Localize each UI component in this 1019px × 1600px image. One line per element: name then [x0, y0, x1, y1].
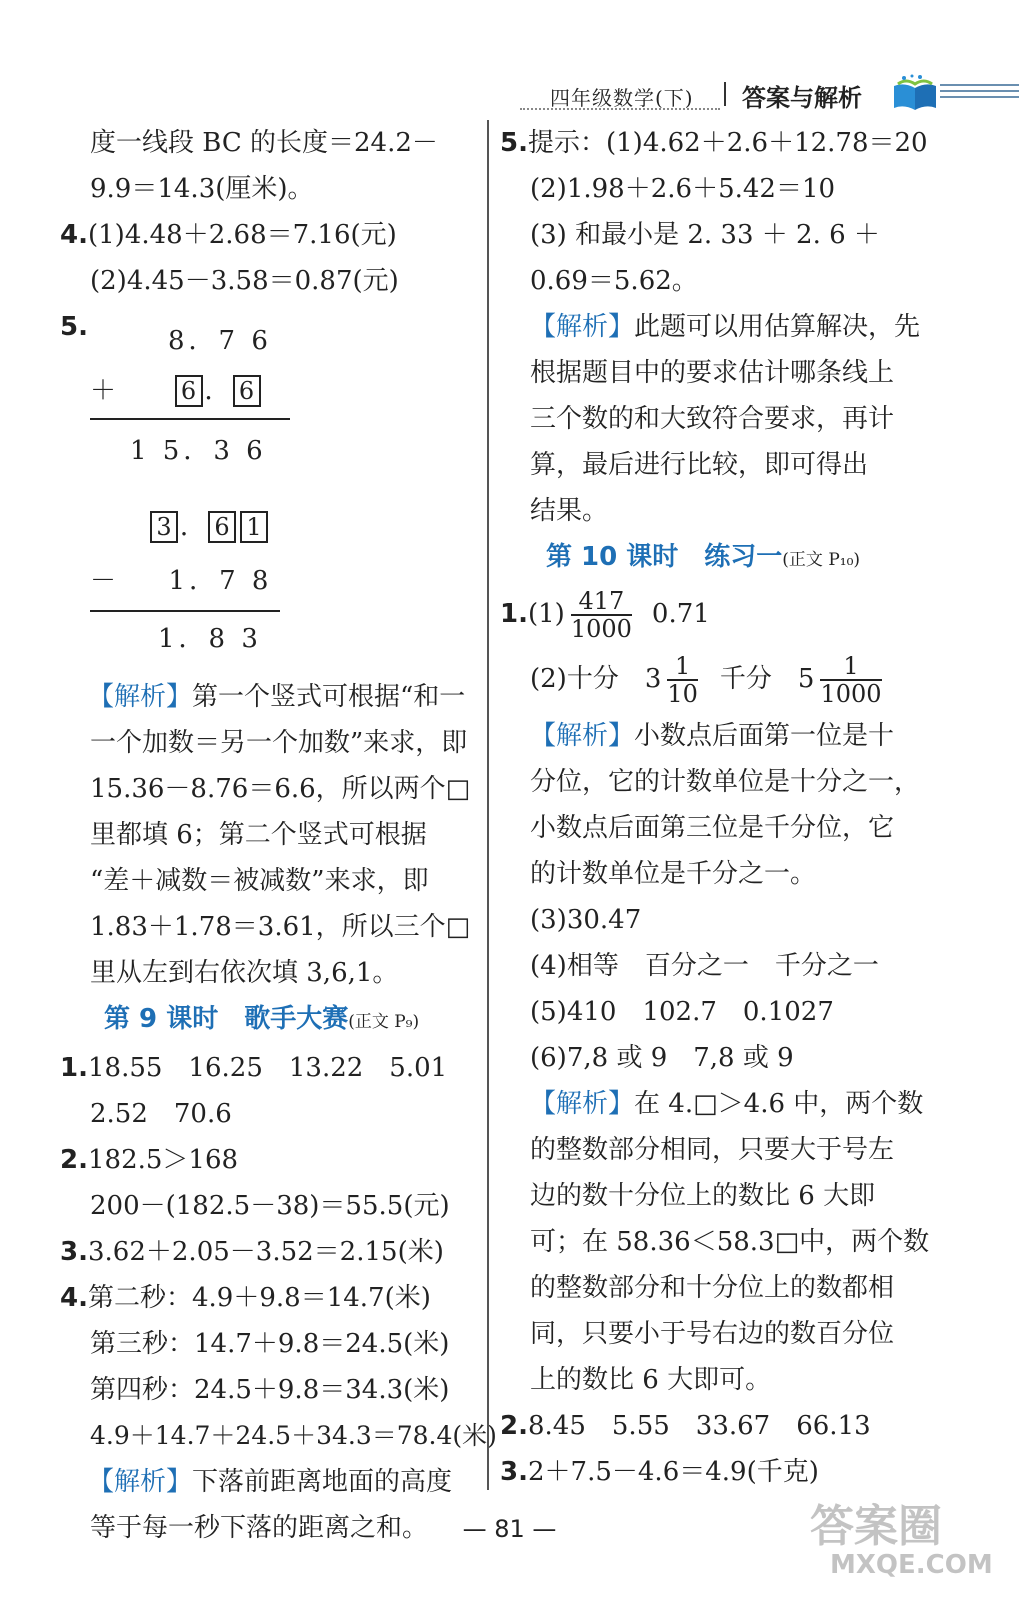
analysis-text: 15.36－8.76＝6.6，所以两个□: [90, 774, 471, 804]
answer-text: 2.52 70.6: [90, 1099, 232, 1129]
vertical-top-number: 8．7 6: [168, 326, 272, 356]
left-column: [60, 120, 497, 1551]
fraction: [667, 653, 698, 707]
analysis-text: 上的数比 6 大即可。: [530, 1365, 772, 1395]
answer-text: 4.9＋14.7＋24.5＋34.3＝78.4(米): [90, 1421, 497, 1450]
answer-text: (1): [528, 599, 565, 629]
vertical-second-row: [90, 368, 263, 414]
watermark-text: 答案圈: [810, 1501, 942, 1552]
analysis-text: 根据题目中的要求估计哪条线上: [530, 358, 895, 388]
analysis-text: 的计数单位是千分之一。: [530, 859, 817, 889]
analysis-text: 里都填 6；第二个竖式可根据: [90, 820, 427, 850]
subtrahend: 1．7 8: [168, 566, 273, 596]
analysis-text: “差＋减数＝被减数”来求，即: [90, 866, 429, 896]
question-number: 2.: [60, 1145, 88, 1175]
analysis-text: 同，只要小于号右边的数百分位: [530, 1319, 895, 1349]
analysis-text: 此题可以用估算解决，先: [634, 312, 921, 342]
answer-text: 第二秒：4.9＋9.8＝14.7(米): [88, 1283, 431, 1313]
analysis-tag: 【解析】: [530, 1089, 635, 1119]
answer-text: (4)相等 百分之一 千分之一: [530, 951, 879, 981]
analysis-text: 在 4.□＞4.6 中，两个数: [634, 1089, 924, 1119]
vertical-rule: [90, 610, 280, 612]
answer-text: 0.71: [651, 599, 710, 629]
fraction-denominator: 10: [667, 680, 698, 708]
question-number: 1.: [60, 1053, 88, 1083]
answer-text: (6)7,8 或 9 7,8 或 9: [530, 1043, 794, 1073]
fraction: [571, 588, 632, 642]
header-lines: [940, 84, 1019, 106]
answer-text: (2)4.45－3.58＝0.87(元): [90, 266, 399, 296]
analysis-text: 下落前距离地面的高度: [192, 1467, 453, 1497]
section-title: 第 10 课时 练习一: [546, 542, 783, 572]
decimal-point: ．: [180, 512, 207, 542]
column-divider: [487, 120, 489, 1490]
decimal-point: ．: [204, 376, 231, 406]
vertical-subtraction: [60, 504, 480, 674]
answer-text: 提示：(1)4.62＋2.6＋12.78＝20: [528, 128, 928, 158]
vertical-rule: [90, 418, 290, 420]
answer-text: 千分 5: [719, 664, 815, 694]
question-number: 5.: [60, 312, 88, 342]
text-line: 度一线段 BC 的长度＝24.2－: [90, 128, 438, 158]
header-section: 答案与解析: [742, 84, 862, 112]
header-separator: [724, 82, 726, 106]
answer-text: 第三秒：14.7＋9.8＝24.5(米): [90, 1329, 450, 1359]
section-page-ref: (正文 P₉): [348, 1012, 420, 1032]
analysis-tag: 【解析】: [88, 1467, 193, 1497]
header-subject: 四年级数学(下): [550, 86, 694, 110]
analysis-text: 小数点后面第一位是十: [634, 721, 895, 751]
analysis-text: 可；在 58.36＜58.3□中，两个数: [530, 1227, 930, 1257]
analysis-text: 的整数部分相同，只要大于号左: [530, 1135, 895, 1165]
answer-text: 18.55 16.25 13.22 5.01: [88, 1053, 448, 1083]
analysis-text: 1.83＋1.78＝3.61，所以三个□: [90, 912, 471, 942]
open-book-icon: [890, 74, 940, 114]
analysis-text: 等于每一秒下落的距离之和。: [90, 1513, 429, 1543]
vertical-result: 1 5．3 6: [130, 436, 267, 466]
analysis-text: 的整数部分和十分位上的数都相: [530, 1273, 895, 1303]
vertical-second-row: [90, 558, 272, 604]
vertical-result: 1．8 3: [158, 624, 262, 654]
answer-text: (3) 和最小是 2. 33 ＋ 2. 6 ＋: [530, 220, 880, 250]
answer-text: (3)30.47: [530, 905, 642, 935]
analysis-text: 结果。: [530, 496, 609, 526]
question-number: 4.: [60, 220, 88, 250]
watermark-url: MXQE.COM: [830, 1550, 993, 1580]
answer-text: (5)410 102.7 0.1027: [530, 997, 834, 1027]
analysis-tag: 【解析】: [530, 721, 635, 751]
plus-sign: ＋: [90, 376, 117, 406]
answer-box: 6: [233, 375, 261, 407]
section-page-ref: (正文 P₁₀): [782, 550, 861, 570]
analysis-text: 里从左到右依次填 3,6,1。: [90, 958, 399, 988]
answer-text: 182.5＞168: [88, 1145, 239, 1175]
question-number: 3.: [500, 1457, 528, 1487]
answer-box: 6: [208, 511, 236, 543]
answer-text: 3.62＋2.05－3.52＝2.15(米): [88, 1237, 444, 1267]
vertical-top-row: [148, 504, 270, 550]
answer-box: 6: [175, 375, 203, 407]
text-line: 9.9＝14.3(厘米)。: [90, 174, 314, 204]
analysis-text: 边的数十分位上的数比 6 大即: [530, 1181, 876, 1211]
answer-text: (2)十分 3: [530, 664, 662, 694]
question-number: 3.: [60, 1237, 88, 1267]
answer-box: 3: [150, 511, 178, 543]
answer-text: 200－(182.5－38)＝55.5(元): [90, 1191, 450, 1221]
analysis-tag: 【解析】: [88, 682, 193, 712]
question-number: 1.: [500, 599, 528, 629]
analysis-text: 分位，它的计数单位是十分之一，: [530, 767, 921, 797]
analysis-text: 小数点后面第三位是千分位，它: [530, 813, 895, 843]
fraction-numerator: 1: [820, 653, 881, 681]
analysis-text: 一个加数＝另一个加数”来求，即: [90, 728, 468, 758]
watermark-logo: [810, 1490, 1010, 1590]
fraction-numerator: 1: [667, 653, 698, 681]
answer-box: 1: [240, 511, 268, 543]
vertical-addition: [60, 304, 480, 504]
answer-text: (1)4.48＋2.68＝7.16(元): [88, 220, 397, 250]
fraction: [820, 653, 881, 707]
answer-text: 0.69＝5.62。: [530, 266, 698, 296]
answer-text: 第四秒：24.5＋9.8＝34.3(米): [90, 1375, 450, 1405]
answer-text: 8.45 5.55 33.67 66.13: [528, 1411, 871, 1441]
question-number: 4.: [60, 1283, 88, 1313]
analysis-text: 第一个竖式可根据“和一: [192, 682, 466, 712]
section-title: 第 9 课时 歌手大赛: [104, 1004, 349, 1034]
analysis-text: 算，最后进行比较，即可得出: [530, 450, 869, 480]
page-header: [510, 70, 1019, 120]
question-number: 5.: [500, 128, 528, 158]
analysis-text: 三个数的和大致符合要求，再计: [530, 404, 895, 434]
fraction-denominator: 1000: [820, 680, 882, 708]
fraction-numerator: 417: [571, 588, 632, 616]
answer-text: 2＋7.5－4.6＝4.9(千克): [528, 1457, 819, 1487]
analysis-tag: 【解析】: [530, 312, 635, 342]
page-number: — 81 —: [462, 1515, 557, 1543]
fraction-denominator: 1000: [570, 615, 632, 643]
right-column: [500, 120, 930, 1495]
answer-text: (2)1.98＋2.6＋5.42＝10: [530, 174, 836, 204]
question-number: 2.: [500, 1411, 528, 1441]
minus-sign: －: [90, 566, 117, 596]
